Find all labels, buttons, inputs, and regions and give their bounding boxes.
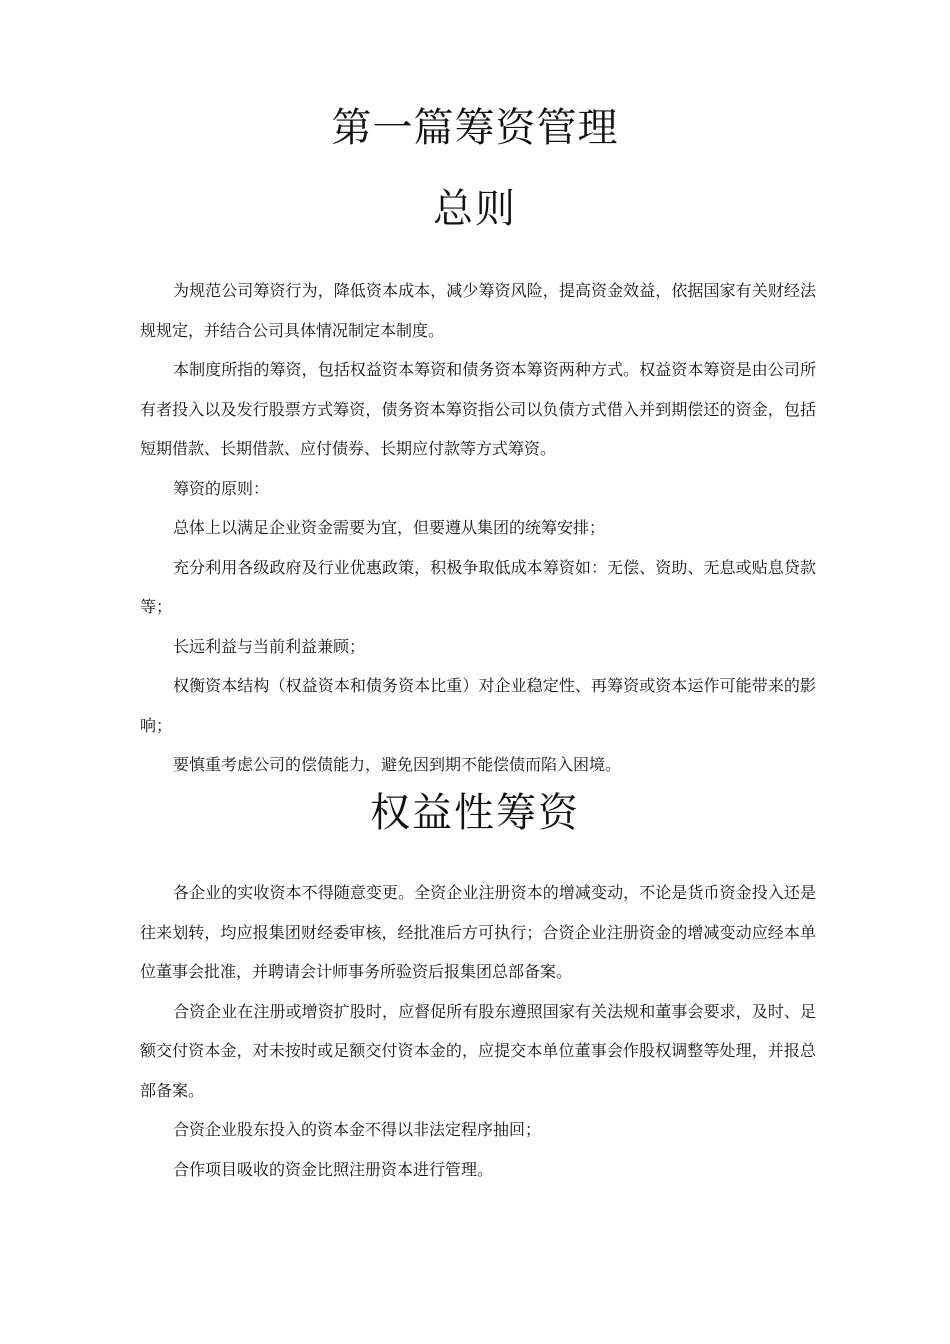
section-heading-general: 总则 — [433, 186, 517, 232]
section-body-general — [140, 271, 816, 785]
paragraph: 充分利用各级政府及行业优惠政策，积极争取低成本筹资如：无偿、资助、无息或贴息贷款等； — [140, 557, 816, 616]
paragraph: 合资企业股东投入的资本金不得以非法定程序抽回； — [173, 1120, 542, 1139]
paragraph: 合作项目吸收的资金比照注册资本进行管理。 — [173, 1159, 494, 1179]
paragraph: 本制度所指的筹资，包括权益资本筹资和债务资本筹资两种方式。权益资本筹资是由公司所有者投入以及发行股票方式筹资，债务资本筹资指公司以负债方式借入并到期偿还的资金，包括短期借款、长期借款、应付债券、长期应付款等方式筹资。 — [140, 360, 816, 458]
section-body-equity-financing — [140, 873, 816, 1189]
section-heading-equity-financing: 权益性筹资 — [370, 790, 580, 836]
paragraph: 为规范公司筹资行为，降低资本成本，减少筹资风险，提高资金效益，依据国家有关财经法规规定，并结合公司具体情况制定本制度。 — [140, 281, 816, 340]
paragraph: 权衡资本结构（权益资本和债务资本比重）对企业稳定性、再筹资或资本运作可能带来的影响； — [140, 676, 816, 735]
paragraph: 长远利益与当前利益兼顾； — [173, 636, 366, 656]
paragraph: 要慎重考虑公司的偿债能力，避免因到期不能偿债而陷入困境。 — [173, 755, 622, 774]
paragraph: 筹资的原则： — [173, 478, 270, 498]
paragraph: 总体上以满足企业资金需要为宜，但要遵从集团的统筹安排； — [173, 518, 606, 537]
paragraph: 各企业的实收资本不得随意变更。全资企业注册资本的增减变动，不论是货币资金投入还是往来划转，均应报集团财经委审核，经批准后方可执行；合资企业注册资金的增减变动应经本单位董事会批准，并聘请会计师事务所验资后报集团总部备案。 — [140, 883, 816, 981]
document-title: 第一篇筹资管理 — [331, 105, 619, 151]
paragraph: 合资企业在注册或增资扩股时，应督促所有股东遵照国家有关法规和董事会要求，及时、足额交付资本金，对未按时或足额交付资本金的，应提交本单位董事会作股权调整等处理，并报总部备案。 — [140, 1001, 816, 1100]
